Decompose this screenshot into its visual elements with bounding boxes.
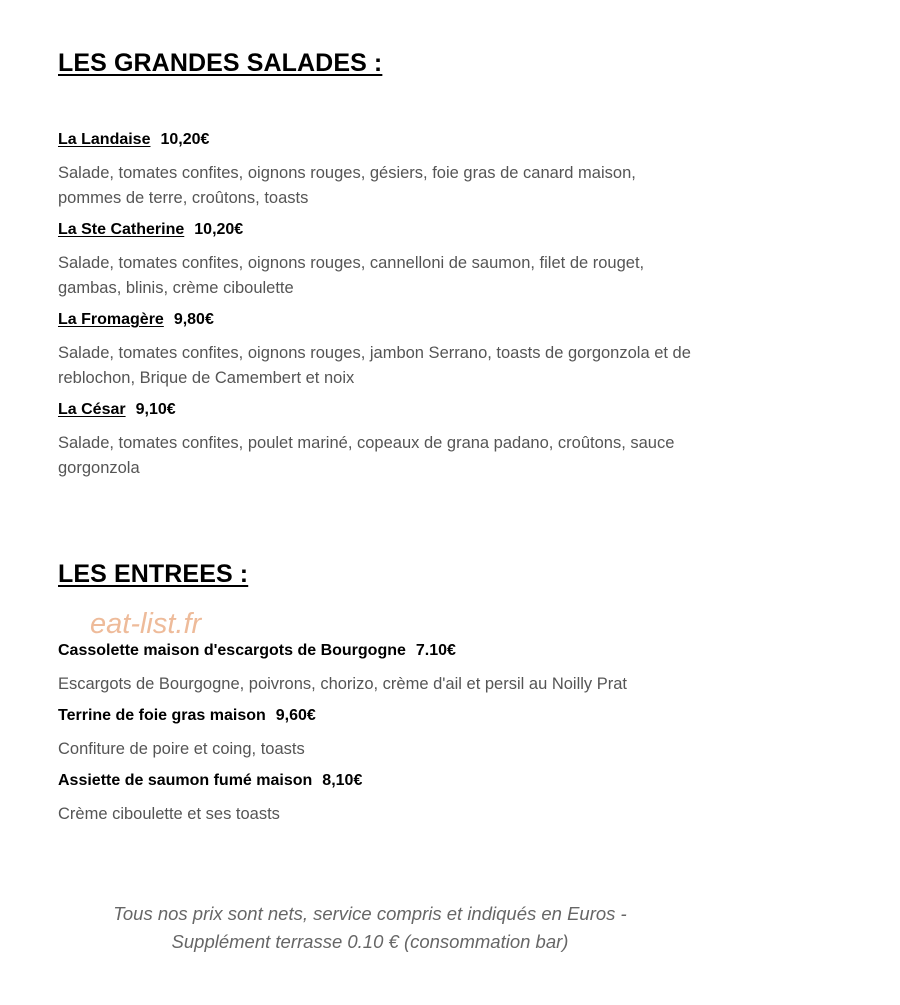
- watermark-logo: eat-list.fr: [90, 608, 202, 640]
- item-description: Salade, tomates confites, oignons rouges, gésiers, foie gras de canard maison, pommes de terre, croûtons, toasts: [58, 164, 636, 207]
- item-price: 9,60€: [275, 707, 316, 724]
- item-description: Crème ciboulette et ses toasts: [58, 805, 280, 823]
- item-name: Cassolette maison d'escargots de Bourgogne: [58, 642, 406, 659]
- item-description: Escargots de Bourgogne, poivrons, chorizo, crème d'ail et persil au Noilly Prat: [58, 675, 628, 693]
- entrees-section-title: LES ENTREES :: [58, 560, 249, 588]
- item-name: La Fromagère: [58, 311, 164, 328]
- item-description: Salade, tomates confites, poulet mariné, copeaux de grana padano, croûtons, sauce gorgonzola: [58, 434, 675, 477]
- item-description: Salade, tomates confites, oignons rouges, cannelloni de saumon, filet de rouget, gambas, blinis, crème ciboulette: [58, 254, 645, 297]
- footer-line: Supplément terrasse 0.10 € (consommation bar): [171, 931, 569, 952]
- menu-item-title: [58, 311, 214, 329]
- menu-item-title: [58, 772, 362, 790]
- item-price: 9,10€: [135, 401, 176, 418]
- item-name: La Ste Catherine: [58, 221, 185, 238]
- menu-item-title: [58, 131, 209, 149]
- item-price: 7.10€: [415, 642, 456, 659]
- salades-section-title: LES GRANDES SALADES :: [58, 49, 383, 77]
- item-name: La César: [58, 401, 126, 418]
- item-name: La Landaise: [58, 131, 151, 148]
- item-price: 10,20€: [160, 131, 210, 148]
- item-description: Salade, tomates confites, oignons rouges, jambon Serrano, toasts de gorgonzola et de reblochon, Brique de Camembert et noix: [58, 344, 691, 387]
- menu-item-title: [58, 642, 456, 660]
- footer-note: [40, 900, 700, 956]
- item-description: Confiture de poire et coing, toasts: [58, 740, 305, 758]
- menu-item-title: [58, 707, 316, 725]
- item-price: 9,80€: [173, 311, 214, 328]
- item-name: Assiette de saumon fumé maison: [58, 772, 313, 789]
- menu-item-title: [58, 401, 176, 419]
- menu-item-title: [58, 221, 243, 239]
- item-name: Terrine de foie gras maison: [58, 707, 266, 724]
- item-price: 8,10€: [322, 772, 363, 789]
- item-price: 10,20€: [194, 221, 244, 238]
- footer-line: Tous nos prix sont nets, service compris et indiqués en Euros -: [113, 903, 627, 924]
